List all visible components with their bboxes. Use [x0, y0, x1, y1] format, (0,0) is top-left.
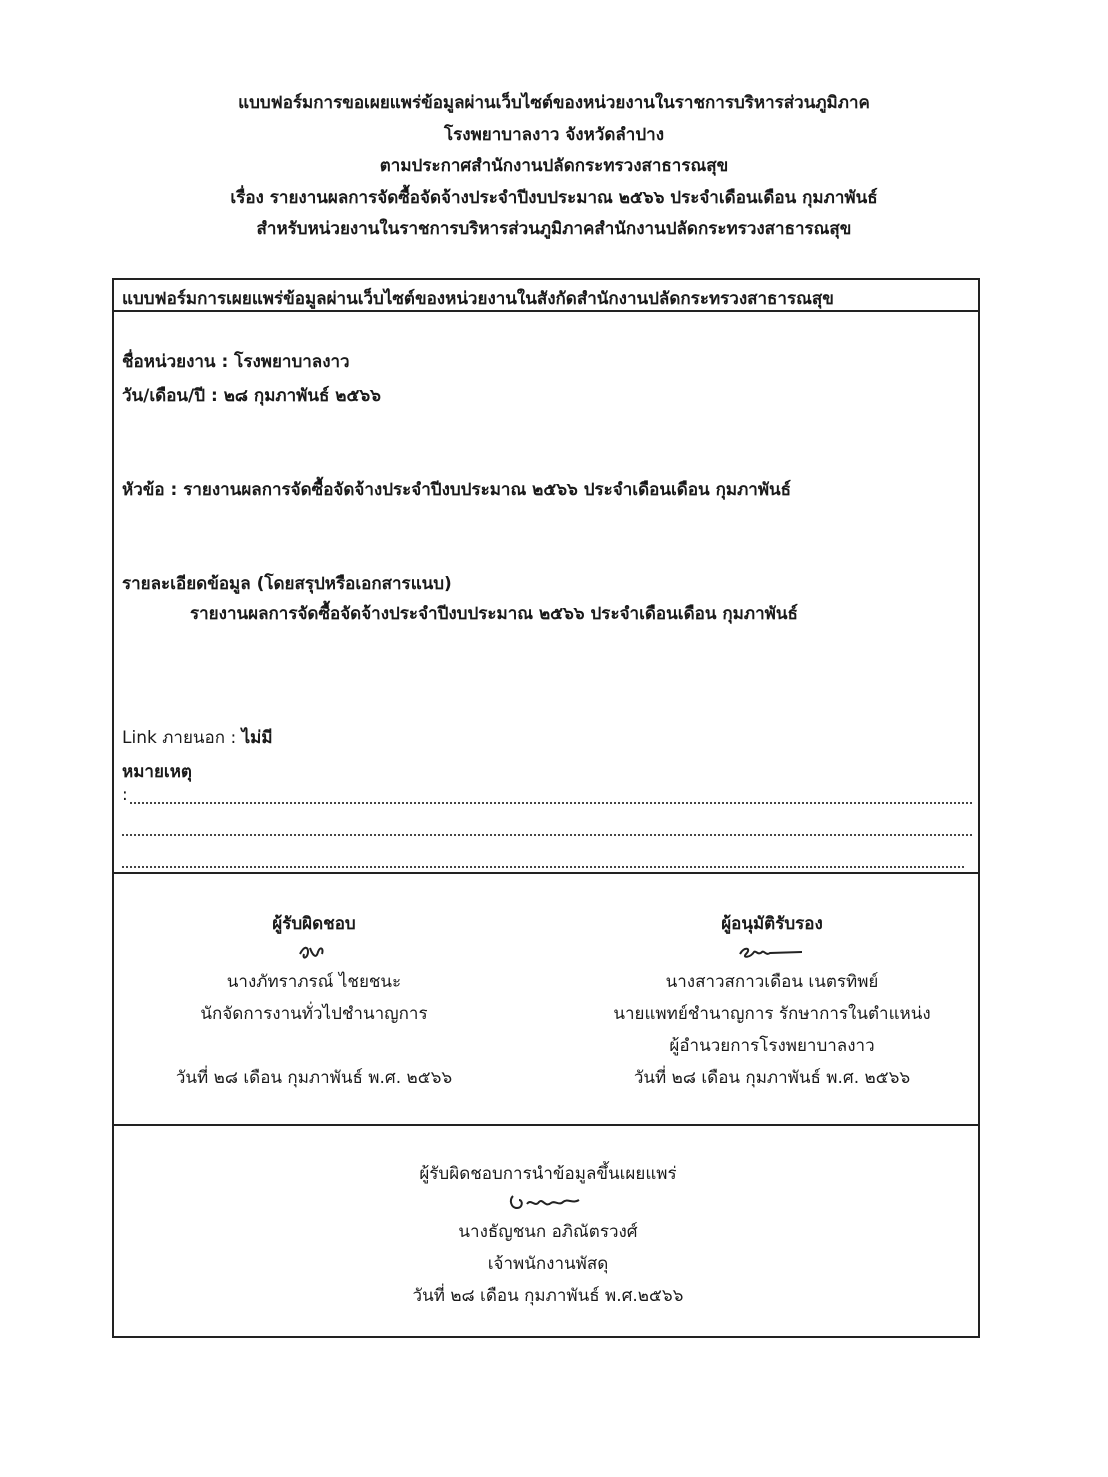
signature-divider [114, 1124, 978, 1126]
detail-heading: รายละเอียดข้อมูล (โดยสรุปหรือเอกสารแนบ) [122, 574, 452, 594]
header-line-5: สำหรับหน่วยงานในราชการบริหารส่วนภูมิภาคสำนักงานปลัดกระทรวงสาธารณสุข [256, 219, 852, 239]
publisher-signature-mark [503, 1190, 593, 1216]
responsible-date: วันที่ ๒๘ เดือน กุมภาพันธ์ พ.ศ. ๒๕๖๖ [175, 1068, 453, 1088]
remark-label: หมายเหตุ [122, 762, 192, 782]
approver-position: นายแพทย์ชำนาญการ รักษาการในตำแหน่ง [613, 1004, 931, 1024]
external-link-value: ไม่มี [241, 728, 273, 748]
publisher-name: นางธัญชนก อภิณัตรวงศ์ [458, 1222, 638, 1242]
header-line-4: เรื่อง รายงานผลการจัดซื้อจัดจ้างประจำปีงบประมาณ ๒๕๖๖ ประจำเดือนเดือน กุมภาพันธ์ [230, 187, 878, 208]
content-divider [114, 872, 978, 874]
remark-line-2 [122, 834, 972, 836]
approver-position-2: ผู้อำนวยการโรงพยาบาลงาว [669, 1036, 875, 1056]
unit-name: ชื่อหน่วยงาน : โรงพยาบาลงาว [122, 352, 350, 372]
publisher-heading: ผู้รับผิดชอบการนำข้อมูลขึ้นเผยแพร่ [419, 1164, 677, 1184]
header-line-1: แบบฟอร์มการขอเผยแพร่ข้อมูลผ่านเว็บไซต์ของหน่วยงานในราชการบริหารส่วนภูมิภาค [238, 93, 870, 113]
form-title: แบบฟอร์มการเผยแพร่ข้อมูลผ่านเว็บไซต์ของหน่วยงานในสังกัดสำนักงานปลัดกระทรวงสาธารณสุข [122, 289, 834, 309]
responsible-heading: ผู้รับผิดชอบ [272, 914, 356, 934]
approver-date: วันที่ ๒๘ เดือน กุมภาพันธ์ พ.ศ. ๒๕๖๖ [633, 1068, 911, 1088]
approver-heading: ผู้อนุมัติรับรอง [721, 914, 823, 934]
remark-line-3 [122, 866, 964, 868]
responsible-signature-mark [294, 940, 334, 966]
document-header [0, 88, 1108, 246]
external-link-label: Link ภายนอก : [122, 728, 242, 748]
form-date: วัน/เดือน/ปี : ๒๘ กุมภาพันธ์ ๒๕๖๖ [122, 386, 381, 406]
detail-text: รายงานผลการจัดซื้อจัดจ้างประจำปีงบประมาณ ๒๕๖๖ ประจำเดือนเดือน กุมภาพันธ์ [190, 604, 798, 624]
header-line-2: โรงพยาบาลงาว จังหวัดลำปาง [444, 124, 664, 145]
topic: หัวข้อ : รายงานผลการจัดซื้อจัดจ้างประจำปีงบประมาณ ๒๕๖๖ ประจำเดือนเดือน กุมภาพันธ์ [122, 480, 792, 500]
header-line-3: ตามประกาศสำนักงานปลัดกระทรวงสาธารณสุข [379, 156, 729, 176]
publisher-date: วันที่ ๒๘ เดือน กุมภาพันธ์ พ.ศ.๒๕๖๖ [412, 1286, 684, 1306]
responsible-name: นางภัทราภรณ์ ไชยชนะ [226, 972, 402, 992]
remark-colon: : [122, 785, 128, 805]
publisher-position: เจ้าพนักงานพัสดุ [487, 1254, 609, 1274]
remark-line-1 [130, 802, 972, 804]
form-frame [112, 278, 980, 1338]
responsible-signature-block [154, 908, 474, 1094]
responsible-position: นักจัดการงานทั่วไปชำนาญการ [200, 1004, 428, 1024]
approver-signature-block [592, 908, 952, 1094]
approver-signature-mark [732, 940, 812, 966]
approver-name: นางสาวสกาวเดือน เนตรทิพย์ [665, 972, 879, 992]
publisher-signature-block [348, 1158, 748, 1312]
external-link-row [122, 724, 273, 751]
